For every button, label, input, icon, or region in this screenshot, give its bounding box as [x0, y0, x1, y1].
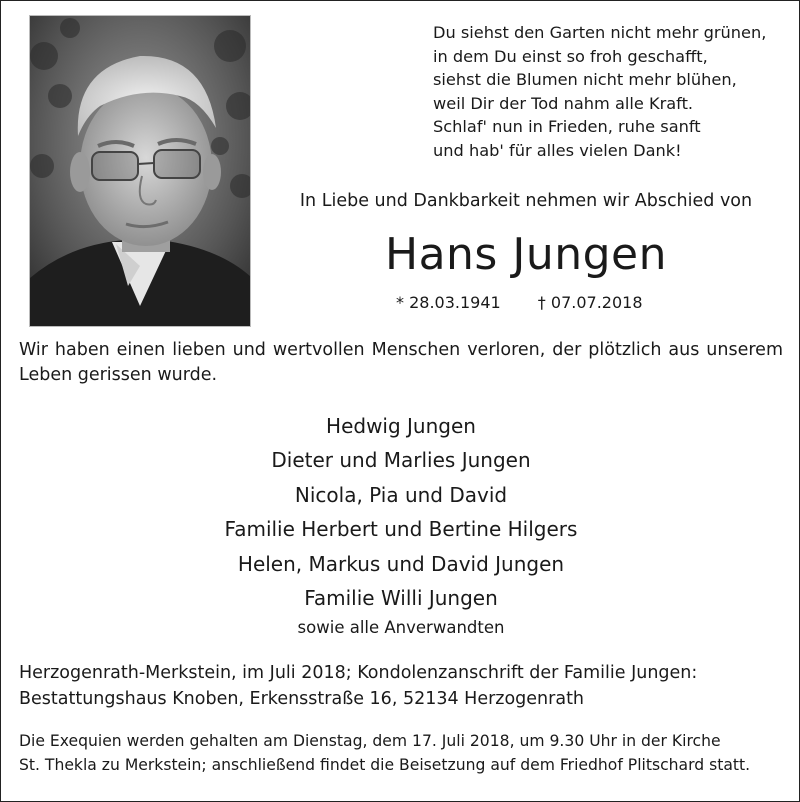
funeral-service-info: [19, 729, 789, 777]
deceased-name: Hans Jungen: [385, 229, 667, 280]
mourner-entry: Familie Herbert und Bertine Hilgers: [224, 517, 578, 542]
mourner-entry: Helen, Markus und David Jungen: [237, 551, 565, 576]
life-dates: [396, 293, 643, 312]
farewell-intro: In Liebe und Dankbarkeit nehmen wir Abschied von: [299, 191, 753, 211]
poem-line: Schlaf' nun in Frieden, ruhe sanft: [433, 117, 701, 137]
poem-line: siehst die Blumen nicht mehr blühen,: [433, 70, 737, 90]
birth-date: * 28.03.1941: [396, 293, 501, 312]
portrait-image: [30, 16, 251, 327]
service-line: Die Exequien werden gehalten am Dienstag, dem 17. Juli 2018, um 9.30 Uhr in der Kirche: [19, 732, 721, 750]
poem: [433, 21, 793, 163]
memorial-message: Wir haben einen lieben und wertvollen Menschen verloren, der plötzlich aus unserem Leben gerissen wurde.: [19, 340, 783, 385]
mourner-entry: Familie Willi Jungen: [304, 586, 498, 611]
condolence-line: Herzogenrath-Merkstein, im Juli 2018; Kondolenzanschrift der Familie Jungen:: [19, 663, 698, 683]
mourner-entry: Dieter und Marlies Jungen: [271, 448, 531, 473]
poem-line: in dem Du einst so froh geschafft,: [433, 46, 708, 66]
poem-line: weil Dir der Tod nahm alle Kraft.: [433, 93, 694, 113]
poem-line: Du siehst den Garten nicht mehr grünen,: [433, 23, 767, 42]
mourners-footer: sowie alle Anverwandten: [297, 618, 505, 638]
condolence-line: Bestattungshaus Knoben, Erkensstraße 16, 52134 Herzogenrath: [19, 689, 585, 709]
portrait-photo: [29, 15, 251, 327]
service-line: St. Thekla zu Merkstein; anschließend findet die Beisetzung auf dem Friedhof Plitschard statt.: [19, 756, 751, 774]
mourner-entry: Nicola, Pia und David: [294, 482, 508, 507]
death-date: † 07.07.2018: [537, 293, 643, 312]
mourners-list: [1, 409, 800, 641]
poem-line: und hab' für alles vielen Dank!: [433, 140, 682, 160]
condolence-address: [19, 660, 789, 712]
mourner-entry: Hedwig Jungen: [326, 414, 476, 438]
